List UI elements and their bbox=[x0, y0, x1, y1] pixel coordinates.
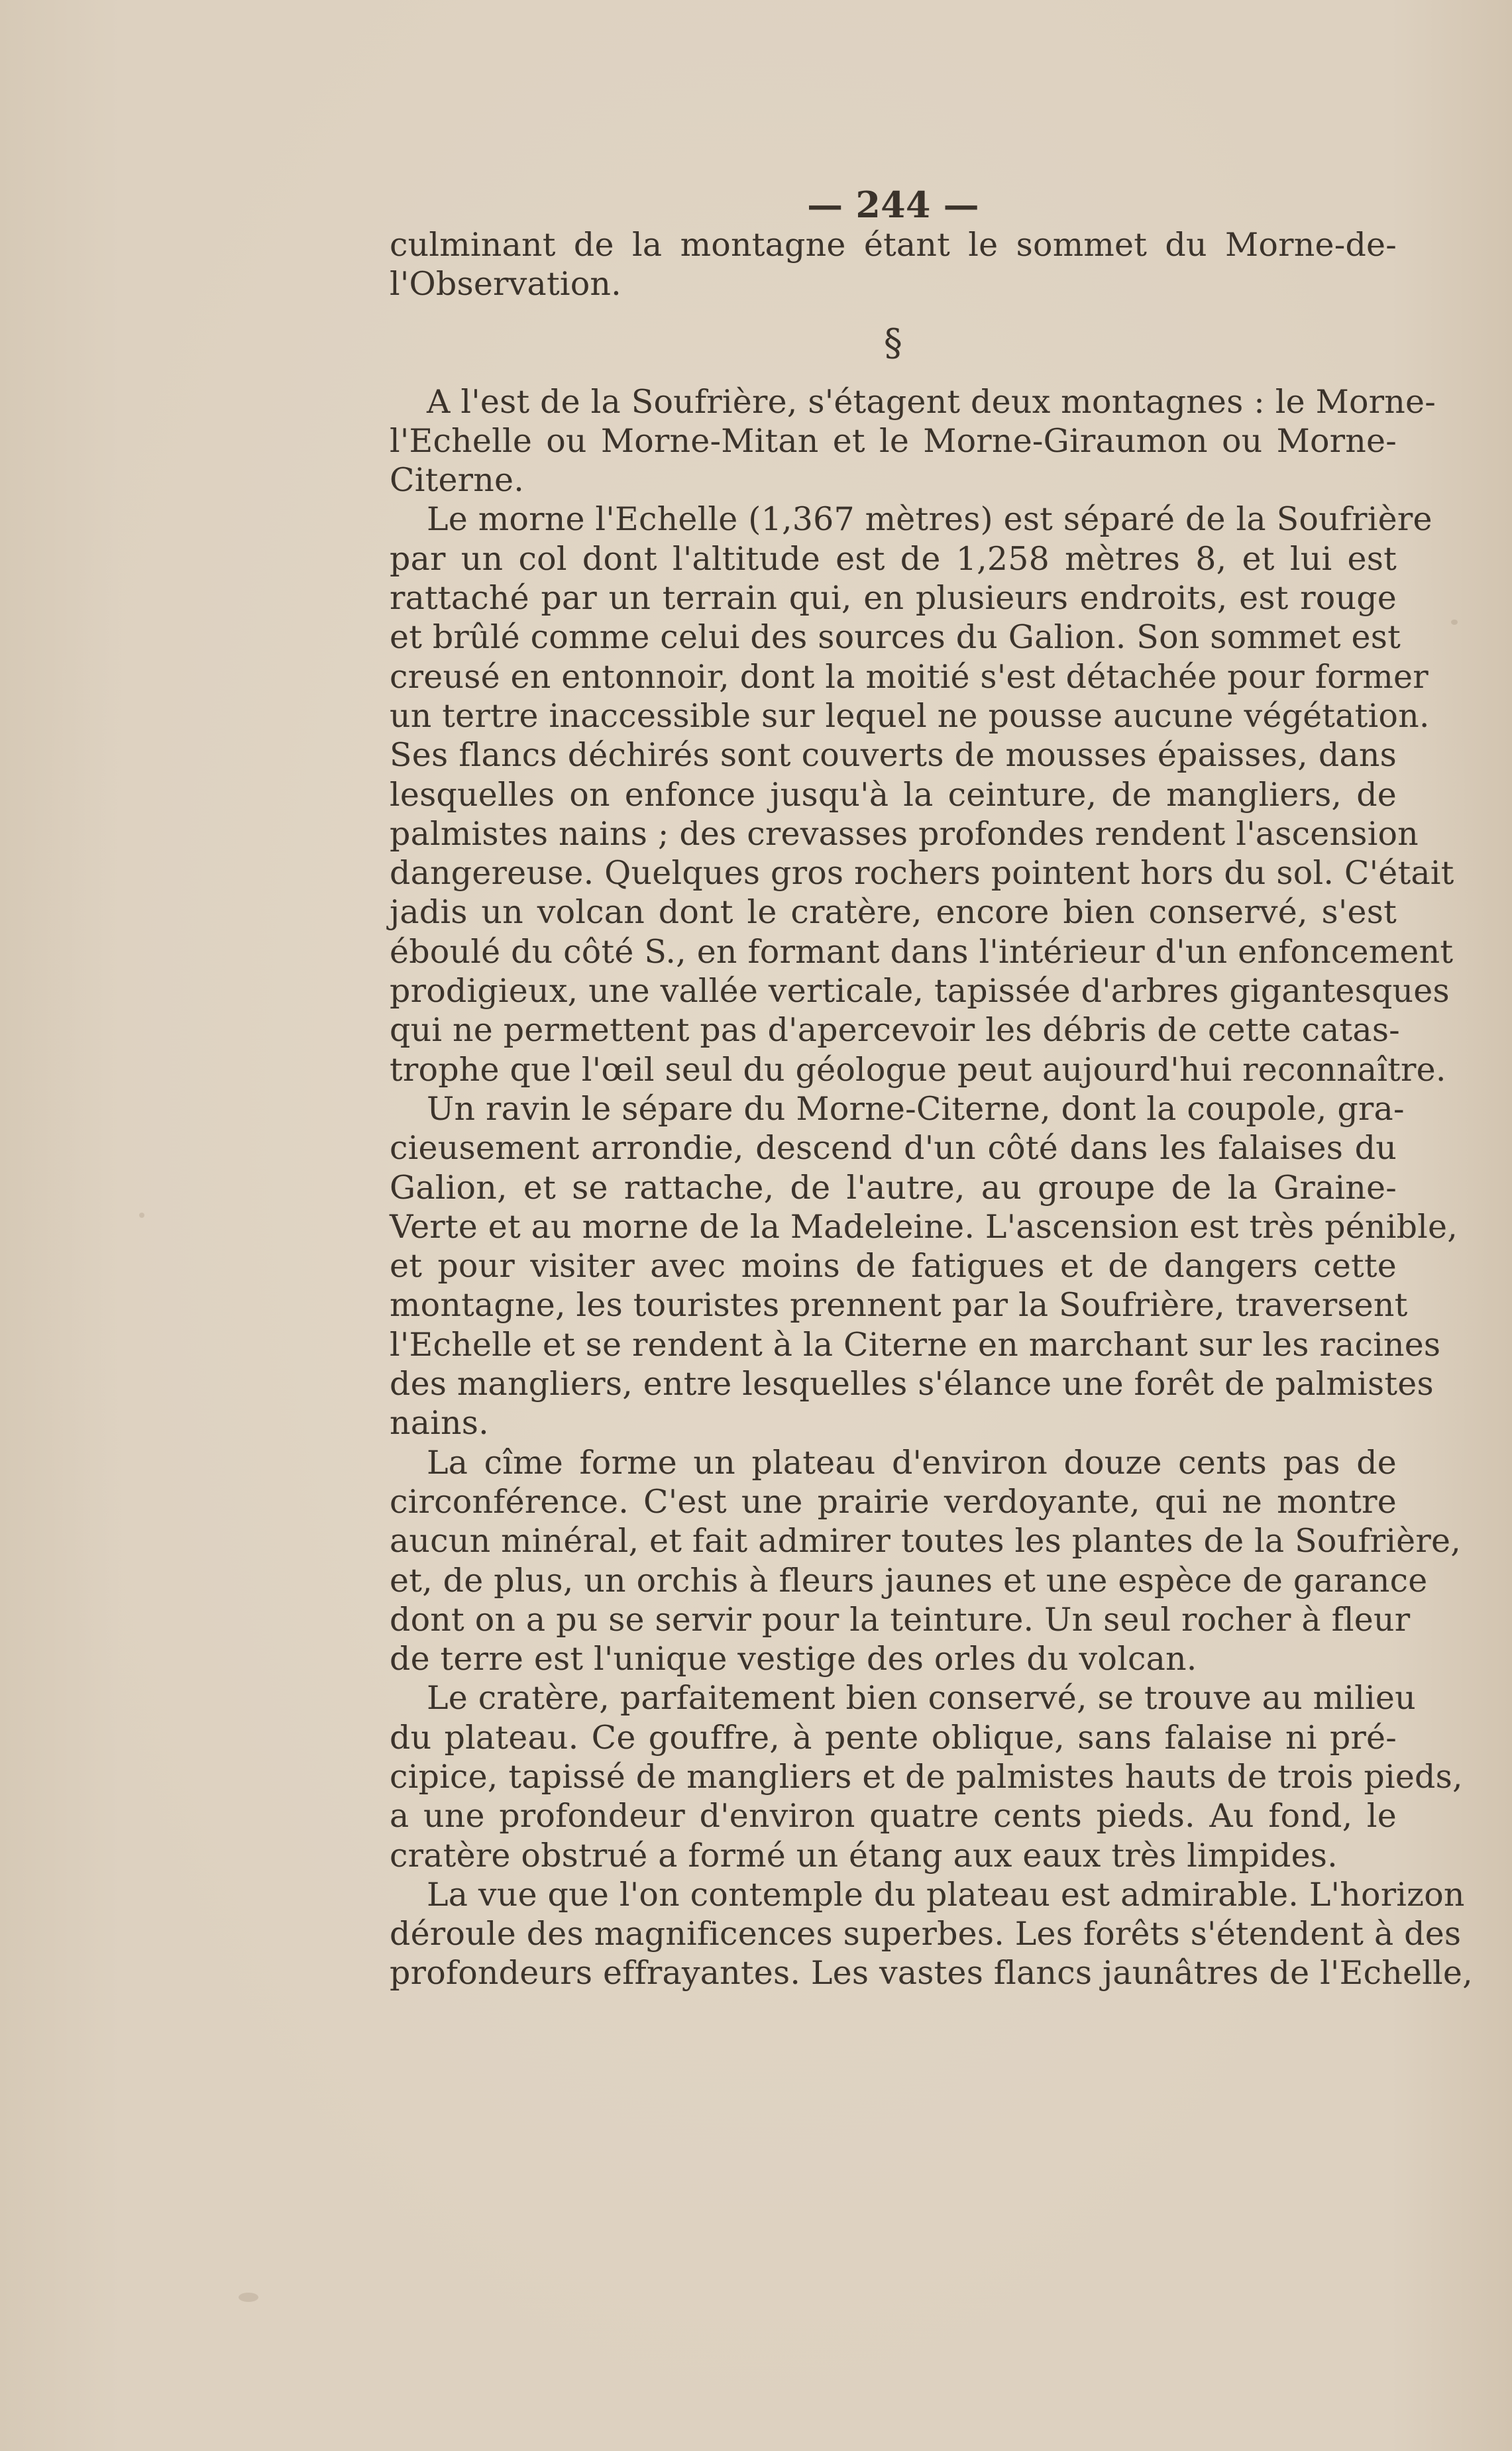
paper-speck bbox=[139, 1213, 144, 1218]
text-line: éboulé du côté S., en formant dans l'intérieur d'un enfoncement bbox=[390, 932, 1454, 971]
text-line: Un ravin le sépare du Morne-Citerne, dont la coupole, gra- bbox=[427, 1089, 1405, 1128]
text-line: Ses flancs déchirés sont couverts de mousses épaisses, dans bbox=[390, 736, 1397, 775]
paragraph bbox=[390, 1875, 1473, 1993]
text-line: trophe que l'œil seul du géologue peut aujourd'hui reconnaître. bbox=[390, 1050, 1446, 1089]
text-line: creusé en entonnoir, dont la moitié s'est détachée pour former bbox=[390, 657, 1429, 696]
text-line: La vue que l'on contemple du plateau est admirable. L'horizon bbox=[427, 1875, 1465, 1914]
text-line: cipice, tapissé de mangliers et de palmistes hauts de trois pieds, bbox=[390, 1757, 1463, 1796]
text-line: culminant de la montagne étant le sommet du Morne-de- bbox=[390, 226, 1397, 264]
text-line: par un col dont l'altitude est de 1,258 mètres 8, et lui est bbox=[390, 539, 1397, 578]
text-line: circonférence. C'est une prairie verdoyante, qui ne montre bbox=[390, 1482, 1397, 1521]
text-line: Citerne. bbox=[390, 461, 525, 500]
text-line: l'Echelle et se rendent à la Citerne en marchant sur les racines bbox=[390, 1325, 1441, 1364]
paragraphs-container bbox=[390, 225, 1473, 1993]
text-line: Le cratère, parfaitement bien conservé, se trouve au milieu bbox=[427, 1679, 1416, 1717]
text-line: palmistes nains ; des crevasses profondes rendent l'ascension bbox=[390, 814, 1419, 853]
text-line: A l'est de la Soufrière, s'étagent deux montagnes : le Morne- bbox=[427, 382, 1436, 421]
text-line: l'Observation. bbox=[390, 265, 621, 303]
text-line: La cîme forme un plateau d'environ douze cents pas de bbox=[427, 1443, 1397, 1482]
text-line: et pour visiter avec moins de fatigues et de dangers cette bbox=[390, 1247, 1397, 1285]
text-line: profondeurs effrayantes. Les vastes flancs jaunâtres de l'Echelle, bbox=[390, 1954, 1473, 1992]
paragraph bbox=[390, 382, 1436, 500]
paragraph bbox=[390, 225, 1397, 304]
text-line: Galion, et se rattache, de l'autre, au groupe de la Graine- bbox=[390, 1168, 1397, 1207]
text-line: cieusement arrondie, descend d'un côté dans les falaises du bbox=[390, 1129, 1397, 1168]
text-line: Le morne l'Echelle (1,367 mètres) est séparé de la Soufrière bbox=[427, 500, 1432, 539]
text-line: qui ne permettent pas d'apercevoir les débris de cette catas- bbox=[390, 1011, 1400, 1050]
paper-speck bbox=[1451, 620, 1458, 625]
text-line: du plateau. Ce gouffre, à pente oblique, sans falaise ni pré- bbox=[390, 1718, 1397, 1757]
text-line: a une profondeur d'environ quatre cents pieds. Au fond, le bbox=[390, 1797, 1397, 1835]
paper-speck bbox=[239, 2293, 258, 2302]
paragraph bbox=[390, 1678, 1463, 1875]
text-line: et brûlé comme celui des sources du Galion. Son sommet est bbox=[390, 618, 1401, 657]
text-line: aucun minéral, et fait admirer toutes les plantes de la Soufrière, bbox=[390, 1522, 1461, 1560]
text-line: Verte et au morne de la Madeleine. L'ascension est très pénible, bbox=[390, 1207, 1458, 1246]
text-line: lesquelles on enfonce jusqu'à la ceinture, de mangliers, de bbox=[390, 775, 1397, 814]
text-line: des mangliers, entre lesquelles s'élance une forêt de palmistes bbox=[390, 1365, 1434, 1403]
text-line: montagne, les touristes prennent par la Soufrière, traversent bbox=[390, 1286, 1408, 1325]
text-line: nains. bbox=[390, 1404, 489, 1443]
page-text bbox=[390, 184, 1473, 1993]
text-line: dangereuse. Quelques gros rochers pointent hors du sol. C'était bbox=[390, 854, 1454, 893]
text-line: prodigieux, une vallée verticale, tapissée d'arbres gigantesques bbox=[390, 972, 1450, 1010]
text-line: dont on a pu se servir pour la teinture. Un seul rocher à fleur bbox=[390, 1600, 1411, 1639]
page-number: — 244 — bbox=[807, 184, 979, 226]
paragraph bbox=[390, 1089, 1458, 1443]
paragraph bbox=[390, 1443, 1461, 1679]
text-line: déroule des magnificences superbes. Les forêts s'étendent à des bbox=[390, 1915, 1462, 1953]
text-line: l'Echelle ou Morne-Mitan et le Morne-Giraumon ou Morne- bbox=[390, 421, 1397, 460]
text-line: rattaché par un terrain qui, en plusieurs endroits, est rouge bbox=[390, 579, 1397, 618]
paragraph bbox=[390, 500, 1454, 1089]
text-line: cratère obstrué a formé un étang aux eaux très limpides. bbox=[390, 1836, 1338, 1875]
text-line: de terre est l'unique vestige des orles du volcan. bbox=[390, 1640, 1197, 1678]
section-mark: § bbox=[883, 321, 903, 364]
text-line: jadis un volcan dont le cratère, encore bien conservé, s'est bbox=[390, 893, 1397, 932]
text-line: et, de plus, un orchis à fleurs jaunes et une espèce de garance bbox=[390, 1561, 1428, 1600]
text-line: un tertre inaccessible sur lequel ne pousse aucune végétation. bbox=[390, 696, 1430, 735]
